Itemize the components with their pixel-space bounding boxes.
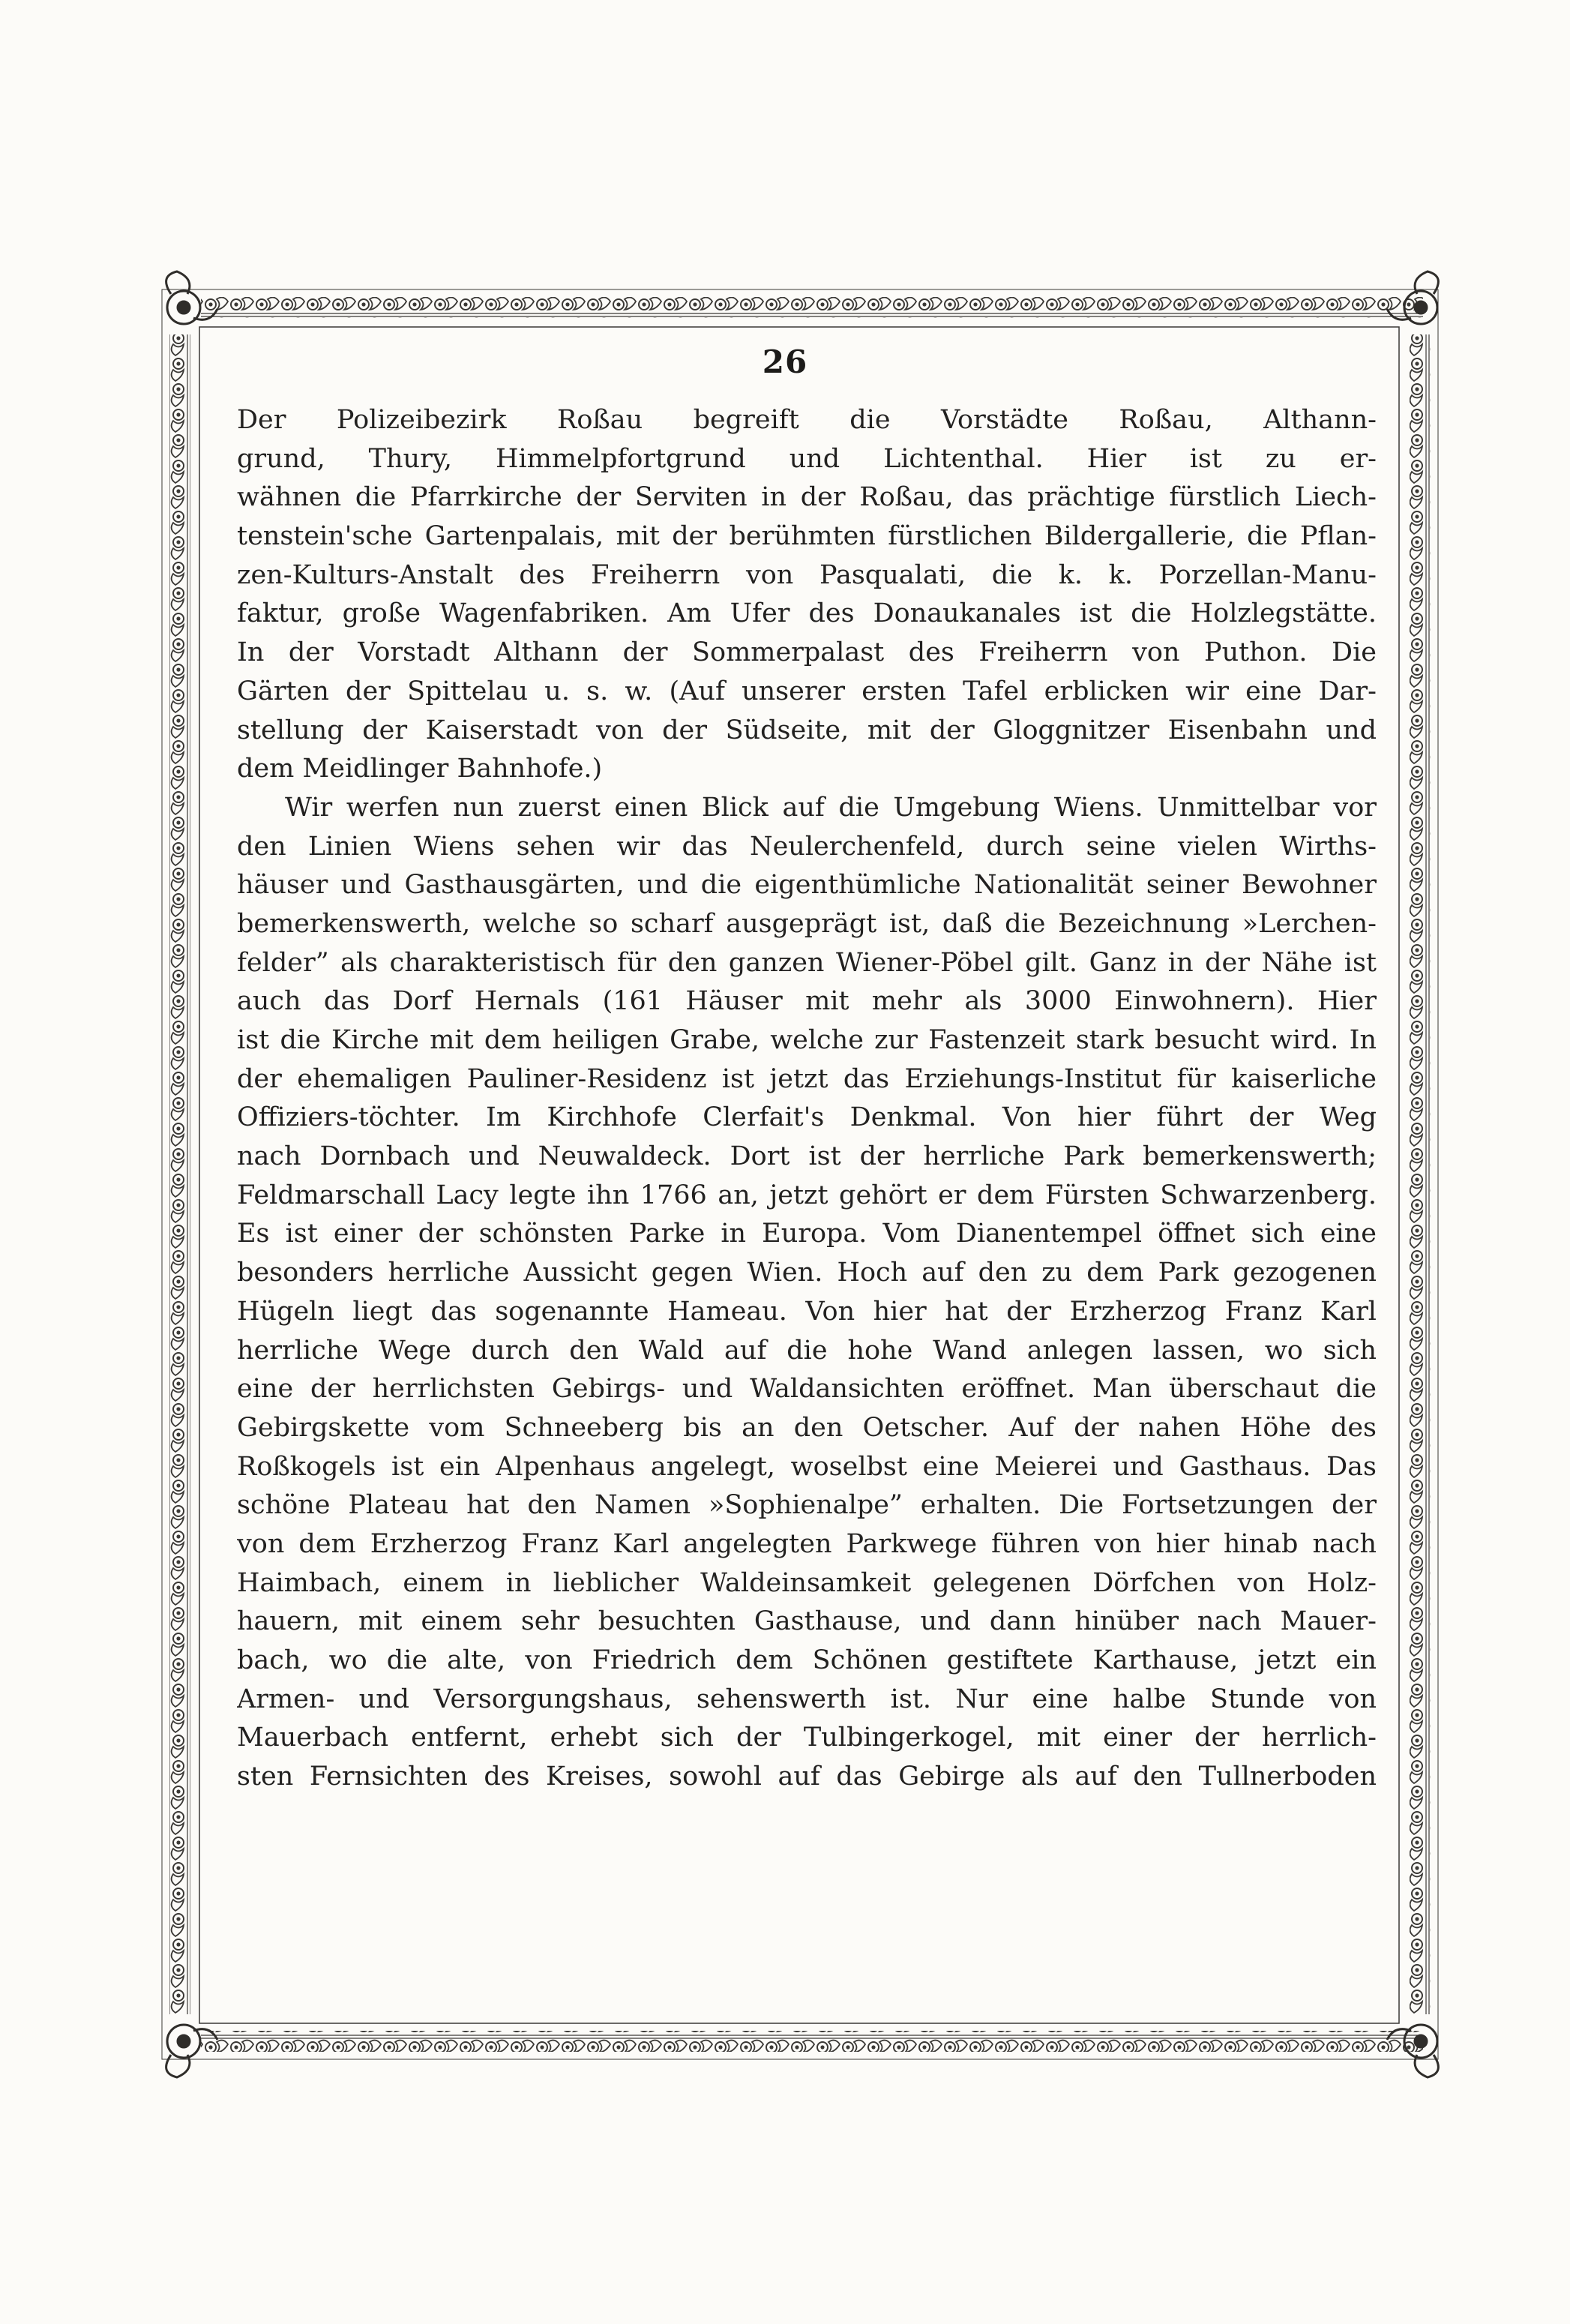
text-line: tenstein'sche Gartenpalais, mit der berühmten fürstlichen Bildergallerie, die Pflan- bbox=[237, 521, 1377, 552]
text-line: hauern, mit einem sehr besuchten Gasthause, und dann hinüber nach Mauer- bbox=[237, 1606, 1377, 1637]
text-line: Offiziers-töchter. Im Kirchhofe Clerfait's Denkmal. Von hier führt der Weg bbox=[237, 1102, 1377, 1133]
text-line: wähnen die Pfarrkirche der Serviten in der Roßau, das prächtige fürstlich Liech- bbox=[237, 482, 1377, 513]
text-line: Gärten der Spittelau u. s. w. (Auf unserer ersten Tafel erblicken wir eine Dar- bbox=[237, 676, 1377, 706]
text-line: den Linien Wiens sehen wir das Neulerchenfeld, durch seine vielen Wirths- bbox=[237, 831, 1377, 862]
text-line: Der Polizeibezirk Roßau begreift die Vorstädte Roßau, Althann- bbox=[237, 405, 1377, 435]
text-line: von dem Erzherzog Franz Karl angelegten Parkwege führen von hier hinab nach bbox=[237, 1528, 1377, 1559]
text-line: Mauerbach entfernt, erhebt sich der Tulbingerkogel, mit einer der herrlich- bbox=[237, 1723, 1377, 1753]
text-line: auch das Dorf Hernals (161 Häuser mit mehr als 3000 Einwohnern). Hier bbox=[237, 986, 1377, 1017]
page-number: 26 bbox=[762, 343, 808, 380]
text-line: dem Meidlinger Bahnhofe.) bbox=[237, 754, 603, 784]
body-text bbox=[237, 401, 1377, 1797]
text-line: Gebirgskette vom Schneeberg bis an den Oetscher. Auf der nahen Höhe des bbox=[237, 1412, 1377, 1443]
text-line: Es ist einer der schönsten Parke in Europa. Vom Dianentempel öffnet sich eine bbox=[237, 1219, 1377, 1249]
text-line: Armen- und Versorgungshaus, sehenswerth ist. Nur eine halbe Stunde von bbox=[237, 1684, 1377, 1714]
text-line: der ehemaligen Pauliner-Residenz ist jetzt das Erziehungs-Institut für kaiserliche bbox=[237, 1063, 1377, 1094]
text-line: nach Dornbach und Neuwaldeck. Dort ist der herrliche Park bemerkenswerth; bbox=[237, 1141, 1377, 1172]
text-line: Hügeln liegt das sogenannte Hameau. Von hier hat der Erzherzog Franz Karl bbox=[237, 1296, 1377, 1327]
text-line: felder” als charakteristisch für den ganzen Wiener-Pöbel gilt. Ganz in der Nähe ist bbox=[237, 947, 1377, 978]
text-line: herrliche Wege durch den Wald auf die hohe Wand anlegen lassen, wo sich bbox=[237, 1335, 1377, 1366]
text-line: stellung der Kaiserstadt von der Südseite, mit der Gloggnitzer Eisenbahn und bbox=[237, 715, 1377, 745]
text-line: schöne Plateau hat den Namen »Sophienalpe” erhalten. Die Fortsetzungen der bbox=[237, 1490, 1377, 1521]
text-line: Haimbach, einem in lieblicher Waldeinsamkeit gelegenen Dörfchen von Holz- bbox=[237, 1567, 1377, 1598]
text-line: ist die Kirche mit dem heiligen Grabe, welche zur Fastenzeit stark besucht wird. In bbox=[237, 1025, 1377, 1055]
text-line: Wir werfen nun zuerst einen Blick auf die Umgebung Wiens. Unmittelbar vor bbox=[285, 792, 1377, 823]
text-line: eine der herrlichsten Gebirgs- und Waldansichten eröffnet. Man überschaut die bbox=[237, 1374, 1377, 1405]
text-line: bach, wo die alte, von Friedrich dem Schönen gestiftete Karthause, jetzt ein bbox=[237, 1645, 1377, 1675]
text-line: Roßkogels ist ein Alpenhaus angelegt, woselbst eine Meierei und Gasthaus. Das bbox=[237, 1451, 1377, 1482]
text-line: Feldmarschall Lacy legte ihn 1766 an, jetzt gehört er dem Fürsten Schwarzenberg. bbox=[237, 1180, 1377, 1210]
text-line: sten Fernsichten des Kreises, sowohl auf das Gebirge als auf den Tullnerboden bbox=[237, 1762, 1377, 1792]
text-line: In der Vorstadt Althann der Sommerpalast des Freiherrn von Puthon. Die bbox=[237, 637, 1377, 668]
text-line: besonders herrliche Aussicht gegen Wien. Hoch auf den zu dem Park gezogenen bbox=[237, 1258, 1377, 1288]
text-line: bemerkenswerth, welche so scharf ausgeprägt ist, daß die Bezeichnung »Lerchen- bbox=[237, 908, 1377, 939]
text-line: häuser und Gasthausgärten, und die eigenthümliche Nationalität seiner Bewohner bbox=[237, 870, 1377, 901]
text-line: grund, Thury, Himmelpfortgrund und Lichtenthal. Hier ist zu er- bbox=[237, 443, 1377, 474]
text-line: zen-Kulturs-Anstalt des Freiherrn von Pasqualati, die k. k. Porzellan-Manu- bbox=[237, 559, 1377, 590]
text-line: faktur, große Wagenfabriken. Am Ufer des Donaukanales ist die Holzlegstätte. bbox=[237, 598, 1377, 629]
